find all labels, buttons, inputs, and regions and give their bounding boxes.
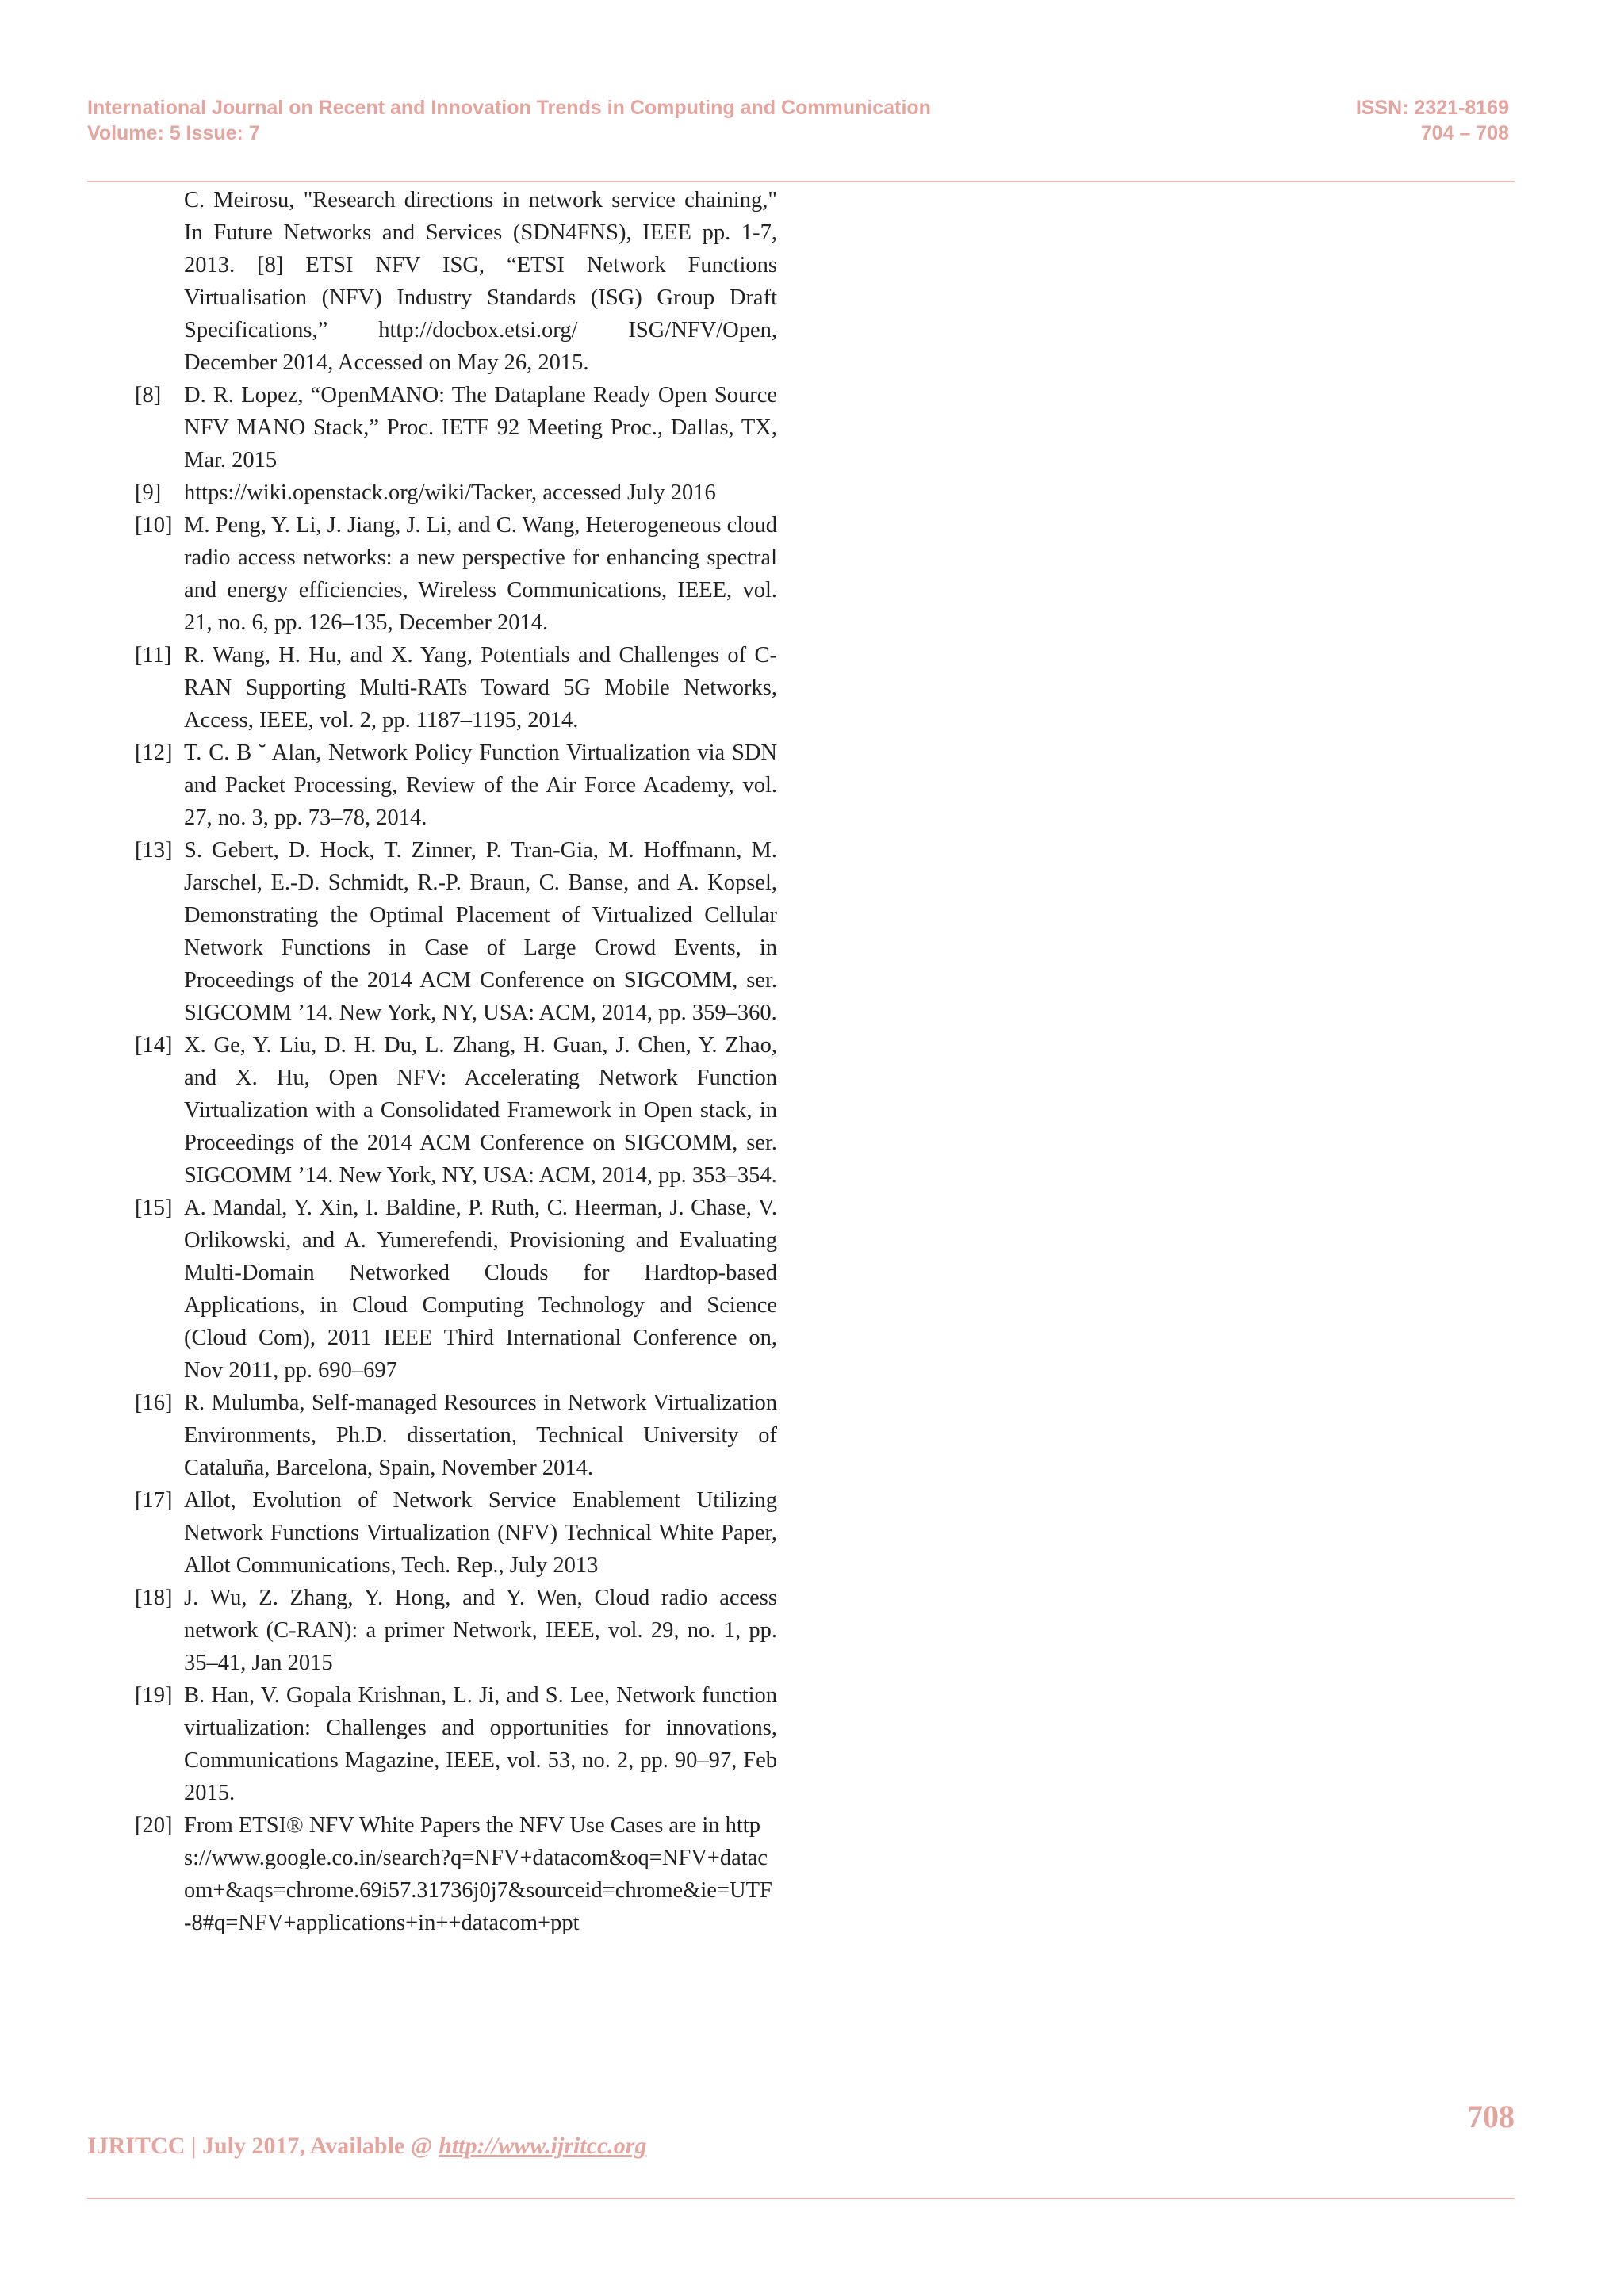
reference-number: [12] bbox=[135, 740, 173, 765]
running-header-right bbox=[1356, 95, 1509, 146]
reference-number: [20] bbox=[135, 1813, 173, 1838]
reference-text: J. Wu, Z. Zhang, Y. Hong, and Y. Wen, Cloud radio access network (C-RAN): a primer Network, IEEE, vol. 29, no. 1, pp. 35–41, Jan 2015 bbox=[184, 1586, 777, 1675]
reference-text: R. Wang, H. Hu, and X. Yang, Potentials and Challenges of C-RAN Supporting Multi-RATs Toward 5G Mobile Networks, Access, IEEE, vol. 2, pp. 1187–1195, 2014. bbox=[184, 643, 777, 733]
reference-number: [11] bbox=[135, 643, 172, 668]
reference-text: X. Ge, Y. Liu, D. H. Du, L. Zhang, H. Guan, J. Chen, Y. Zhao, and X. Hu, Open NFV: Accelerating Network Function Virtualization with a Consolidated Framework in Open stack, in Proceedings of the 2014 ACM Conference on SIGCOMM, ser. SIGCOMM ’14. New York, NY, USA: ACM, 2014, pp. 353–354. bbox=[184, 1033, 777, 1188]
reference-number: [9] bbox=[135, 480, 162, 505]
reference-text: B. Han, V. Gopala Krishnan, L. Ji, and S. Lee, Network function virtualization: Challenges and opportunities for innovations, Communications Magazine, IEEE, vol. 53, no. 2, pp. 90–97, Feb 2015. bbox=[184, 1683, 777, 1805]
journal-title: International Journal on Recent and Innovation Trends in Computing and Communication bbox=[87, 97, 931, 119]
reference-item bbox=[135, 1679, 777, 1809]
reference-list bbox=[135, 184, 777, 1939]
reference-item bbox=[135, 834, 777, 1029]
reference-item bbox=[135, 379, 777, 476]
reference-text: Allot, Evolution of Network Service Enablement Utilizing Network Functions Virtualization (NFV) Technical White Paper, Allot Communications, Tech. Rep., July 2013 bbox=[184, 1488, 777, 1578]
reference-text: T. C. B ˘ Alan, Network Policy Function Virtualization via SDN and Packet Processing, Review of the Air Force Academy, vol. 27, no. 3, pp. 73–78, 2014. bbox=[184, 740, 777, 830]
reference-text: M. Peng, Y. Li, J. Jiang, J. Li, and C. Wang, Heterogeneous cloud radio access networks: a new perspective for enhancing spectral and energy efficiencies, Wireless Communications, IEEE, vol. 21, no. 6, pp. 126–135, December 2014. bbox=[184, 513, 777, 635]
reference-item bbox=[135, 639, 777, 737]
reference-number: [10] bbox=[135, 513, 173, 538]
reference-text: A. Mandal, Y. Xin, I. Baldine, P. Ruth, C. Heerman, J. Chase, V. Orlikowski, and A. Yumerefendi, Provisioning and Evaluating Multi-Domain Networked Clouds for Hardtop-based Applications, in Cloud Computing Technology and Science (Cloud Com), 2011 IEEE Third International Conference on, Nov 2011, pp. 690–697 bbox=[184, 1196, 777, 1383]
reference-number: [18] bbox=[135, 1586, 173, 1610]
reference-text: R. Mulumba, Self-managed Resources in Network Virtualization Environments, Ph.D. dissertation, Technical University of Cataluña, Barcelona, Spain, November 2014. bbox=[184, 1391, 777, 1480]
reference-item bbox=[135, 1809, 777, 1939]
reference-item bbox=[135, 1192, 777, 1387]
reference-item bbox=[135, 1582, 777, 1679]
reference-number: [8] bbox=[135, 383, 162, 408]
reference-item bbox=[135, 737, 777, 834]
page-number: 708 bbox=[1467, 2099, 1515, 2134]
reference-text: S. Gebert, D. Hock, T. Zinner, P. Tran-Gia, M. Hoffmann, M. Jarschel, E.-D. Schmidt, R.-P. Braun, C. Banse, and A. Kopsel, Demonstrating the Optimal Placement of Virtualized Cellular Network Functions in Case of Large Crowd Events, in Proceedings of the 2014 ACM Conference on SIGCOMM, ser. SIGCOMM ’14. New York, NY, USA: ACM, 2014, pp. 359–360. bbox=[184, 838, 777, 1025]
reference-item bbox=[135, 1387, 777, 1484]
volume-issue: Volume: 5 Issue: 7 bbox=[87, 122, 260, 144]
page-footer bbox=[87, 2133, 646, 2160]
reference-number: [15] bbox=[135, 1196, 173, 1220]
footer-text: IJRITCC | July 2017, Available @ bbox=[87, 2133, 439, 2159]
reference-text: https://wiki.openstack.org/wiki/Tacker, accessed July 2016 bbox=[184, 480, 716, 505]
header-divider bbox=[87, 181, 1515, 182]
reference-item bbox=[135, 509, 777, 639]
page-range: 704 – 708 bbox=[1420, 122, 1509, 144]
reference-text: From ETSI® NFV White Papers the NFV Use Cases are in https://www.google.co.in/search?q=NFV+datacom&oq=NFV+datacom+&aqs=chrome.69i57.31736j0j7&sourceid=chrome&ie=UTF-8#q=NFV+applications+in++datacom+ppt bbox=[184, 1813, 772, 1935]
reference-number: [19] bbox=[135, 1683, 173, 1708]
reference-number: [14] bbox=[135, 1033, 173, 1058]
footer-divider bbox=[87, 2198, 1515, 2199]
reference-item bbox=[135, 476, 777, 509]
reference-number: [17] bbox=[135, 1488, 173, 1513]
reference-continuation: C. Meirosu, "Research directions in network service chaining," In Future Networks and Services (SDN4FNS), IEEE pp. 1-7, 2013. [8] ETSI NFV ISG, “ETSI Network Functions Virtualisation (NFV) Industry Standards (ISG) Group Draft Specifications,” http://docbox.etsi.org/ ISG/NFV/Open, December 2014, Accessed on May 26, 2015. bbox=[184, 188, 777, 375]
reference-item bbox=[135, 1484, 777, 1582]
running-header-left bbox=[87, 95, 931, 146]
issn: ISSN: 2321-8169 bbox=[1355, 97, 1509, 119]
footer-link[interactable]: http://www.ijritcc.org bbox=[439, 2133, 647, 2159]
reference-item bbox=[135, 1029, 777, 1192]
reference-text: D. R. Lopez, “OpenMANO: The Dataplane Ready Open Source NFV MANO Stack,” Proc. IETF 92 Meeting Proc., Dallas, TX, Mar. 2015 bbox=[184, 383, 777, 473]
reference-number: [16] bbox=[135, 1391, 173, 1415]
reference-number: [13] bbox=[135, 838, 173, 863]
